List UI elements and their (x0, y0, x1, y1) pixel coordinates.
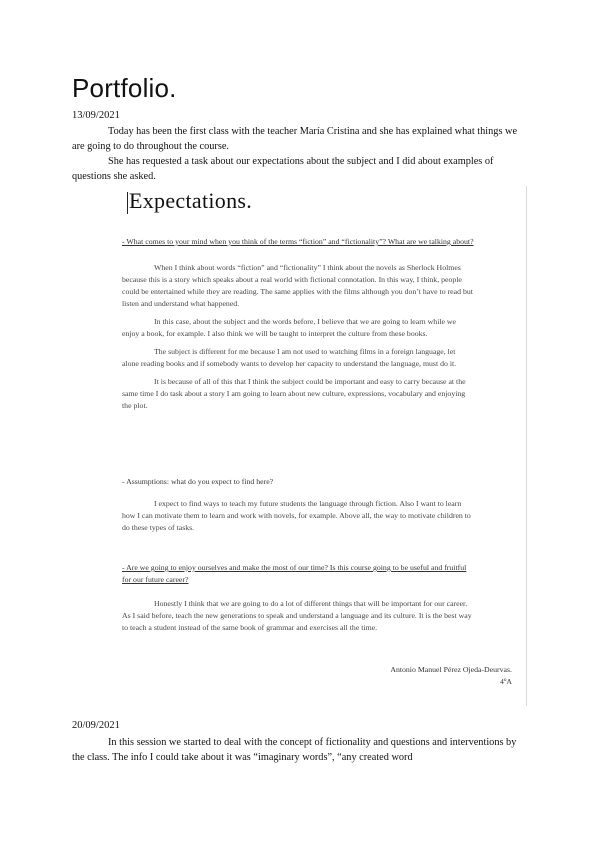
paragraph: The subject is different for me because I am not used to watching films in a foreign language, let alone reading books and if somebody wants to develop her capacity to understand the language, must do it. (122, 347, 457, 368)
entry-body (72, 124, 528, 184)
embedded-answer (122, 598, 474, 634)
signature-group: 4ºA (500, 677, 512, 686)
page-title: Portfolio. (72, 73, 177, 103)
paragraph: I expect to find ways to teach my future students the language through fiction. Also I want to learn how I can motivate them to learn and work with novels, for example. Above all, the way to motivate children to do these types of tasks. (122, 499, 471, 532)
embedded-question: - Are we going to enjoy ourselves and make the most of our time? Is this course going to be useful and fruitful for our future career? (122, 563, 467, 584)
paragraph: Today has been the first class with the teacher María Cristina and she has explained what things we are going to do throughout the course. (72, 126, 518, 152)
signature-name: Antonio Manuel Pérez Ojeda-Deurvas. (390, 665, 512, 674)
paragraph: When I think about words “fiction” and “fictionality” I think about the novels as Sherlock Holmes because this is a story which speaks about a real world with fictional connotation. In this way, I think, people could be entertained while they are reading. The same applies with the films although you don’t have to read but listen and understand what happened. (122, 263, 473, 308)
embedded-answer (122, 262, 474, 412)
text-cursor (127, 192, 128, 214)
paragraph: It is because of all of this that I think the subject could be important and easy to carry because at the same time I do task about a story I am going to learn about new culture, expressions, vocabulary and enjoying the plot. (122, 377, 466, 410)
embedded-document-image (118, 186, 527, 706)
paragraph: She has requested a task about our expectations about the subject and I did about examples of questions she asked. (72, 156, 494, 182)
entry-date: 13/09/2021 (72, 110, 120, 121)
embedded-answer (122, 498, 474, 534)
embedded-question: - Assumptions: what do you expect to find here? (122, 477, 274, 486)
embedded-signature (390, 664, 512, 688)
embedded-question: - What comes to your mind when you think of the terms “fiction” and “fictionality”? What are we talking about? (122, 237, 474, 246)
paragraph: In this case, about the subject and the words before, I believe that we are going to learn while we enjoy a book, for example. I also think we will be taught to interpret the culture from these books. (122, 317, 457, 338)
entry-body (72, 735, 528, 765)
embedded-heading: Expectations. (129, 188, 253, 213)
entry-date: 20/09/2021 (72, 720, 120, 731)
paragraph: Honestly I think that we are going to do a lot of different things that will be important for our career. As I said before, teach the new generations to speak and understand a language and its culture. It is the best way to teach a student instead of the same book of grammar and exercises all the time. (122, 599, 472, 632)
paragraph: In this session we started to deal with the concept of fictionality and questions and interventions by the class. The info I could take about it was “imaginary words”, “any created word (72, 737, 517, 763)
